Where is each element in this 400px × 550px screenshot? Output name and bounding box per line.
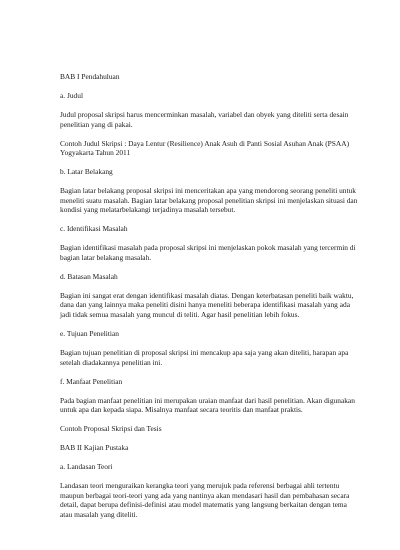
identifikasi-masalah-paragraph: Bagian identifikasi masalah pada proposal skripsi ini menjelaskan pokok masalah yang tercermin di bagian latar belakang masalah. <box>60 243 356 262</box>
manfaat-penelitian-paragraph: Pada bagian manfaat penelitian ini merupakan uraian manfaat dari hasil penelitian. Akan digunakan untuk apa dan kepada siapa. Misalnya manfaat secara teoritis dan manfaat praktis. <box>60 395 355 415</box>
bab-1-heading: BAB I Pendahuluan <box>60 72 120 81</box>
section-e-tujuan-penelitian: e. Tujuan Penelitian <box>60 329 119 338</box>
tujuan-penelitian-paragraph: Bagian tujuan penelitian di proposal skripsi ini mencakup apa saja yang akan diteliti, harapan apa setelah diadakannya penelitian ini. <box>60 347 349 367</box>
contoh-proposal-heading: Contoh Proposal Skripsi dan Tesis <box>60 424 162 434</box>
section-a-judul: a. Judul <box>60 90 83 100</box>
bab-2-heading: BAB II Kajian Pustaka <box>60 443 129 453</box>
section-f-manfaat-penelitian: f. Manfaat Penelitian <box>60 376 123 386</box>
section-c-identifikasi-masalah: c. Identifikasi Masalah <box>60 224 128 234</box>
latar-belakang-paragraph: Bagian latar belakang proposal skripsi ini menceritakan apa yang mendorong seorang peneliti untuk meneliti suatu masalah. Bagian latar belakang proposal penelitian skripsi ini menjelaskan situasi dan kondisi yang melatarbelakangi terjadinya masalah tersebut. <box>60 186 358 215</box>
batasan-masalah-paragraph: Bagian ini sangat erat dengan identifikasi masalah diatas. Dengan keterbatasan peneliti baik waktu, dana dan yang lainnya maka peneliti disini hanya meneliti beberapa identifikasi masalah yang ada jadi tidak semua masalah yang muncul di teliti. Agar hasil penelitian lebih fokus. <box>60 290 354 320</box>
contoh-judul-paragraph: Contoh Judul Skripsi : Daya Lentur (Resilience) Anak Asuh di Panti Sosial Asuhan Anak (PSAA) Yogyakarta Tahun 2011 <box>60 138 350 158</box>
section-d-batasan-masalah: d. Batasan Masalah <box>60 271 118 281</box>
section-b-latar-belakang: b. Latar Belakang <box>60 167 113 177</box>
judul-paragraph: Judul proposal skripsi harus mencerminkan masalah, variabel dan obyek yang diteliti serta desain penelitian yang di pakai. <box>60 109 349 129</box>
landasan-teori-paragraph: Landasan teori menguraikan kerangka teori yang merujuk pada referensi berbagai ahli tertentu maupun berbagai teori-teori yang ada yang nantinya akan mendasari hasil dan pembahasan secara detail, dapat berupa definisi-definisi atau model matematis yang langsung berkaitan dengan tema atau masalah yang diteliti. <box>60 481 350 519</box>
document-page <box>60 72 360 529</box>
section-a-landasan-teori: a. Landasan Teori <box>60 462 113 472</box>
